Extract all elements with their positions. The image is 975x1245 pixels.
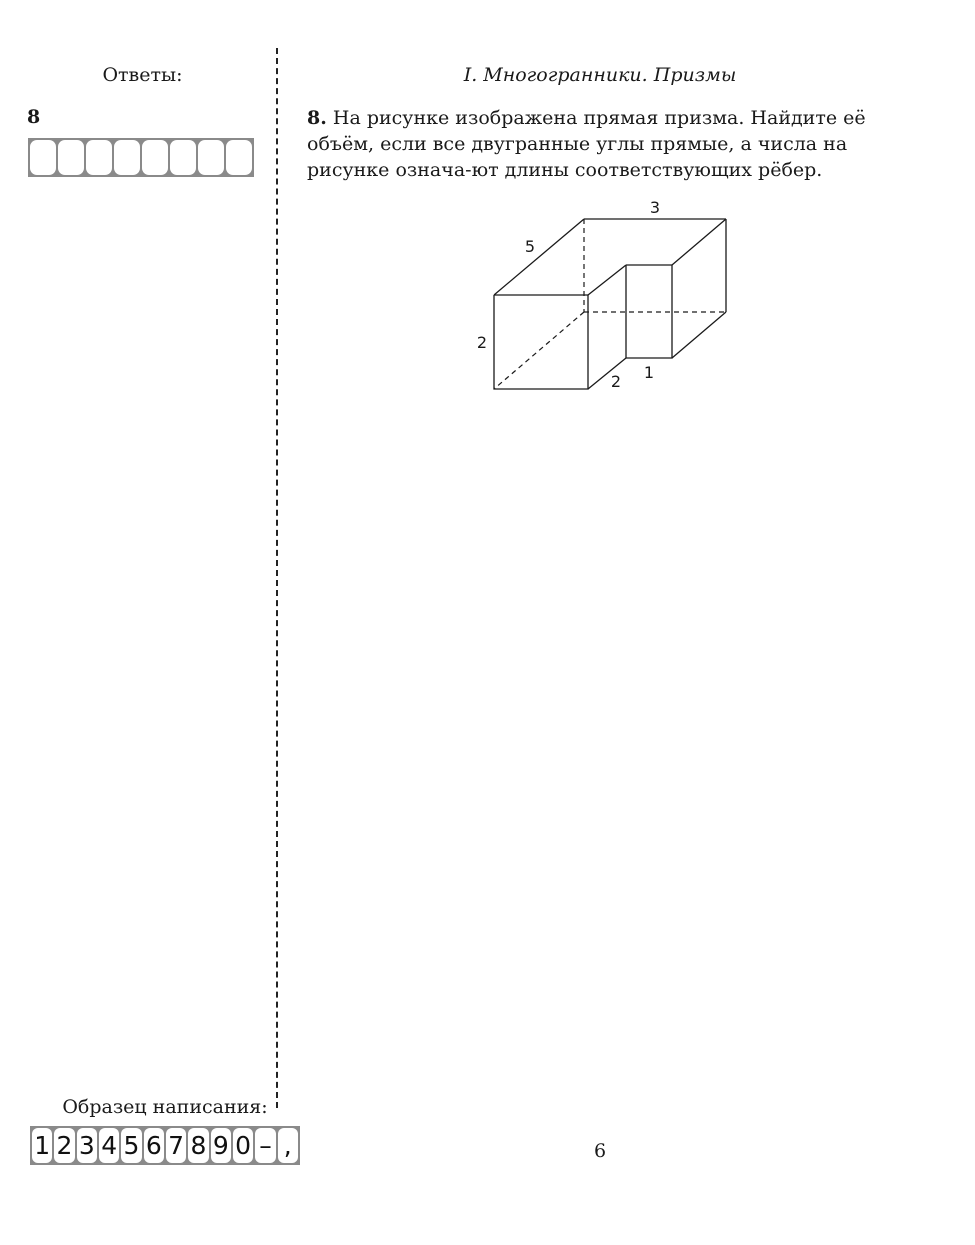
answer-cell[interactable] <box>226 140 252 175</box>
answer-cell[interactable] <box>142 140 168 175</box>
answer-cell[interactable] <box>114 140 140 175</box>
sample-char: 5 <box>121 1128 141 1163</box>
answers-title: Ответы: <box>102 64 183 86</box>
answer-cell[interactable] <box>86 140 112 175</box>
answer-task-number: 8 <box>27 106 41 128</box>
cut-line-divider <box>276 48 278 1108</box>
sample-char: 9 <box>211 1128 231 1163</box>
sample-char: 3 <box>77 1128 97 1163</box>
prism-figure <box>460 190 760 405</box>
label-notch-depth-edge: 2 <box>610 372 622 391</box>
answer-cell[interactable] <box>170 140 196 175</box>
answer-input-cells[interactable] <box>28 138 254 177</box>
section-title: I. Многогранники. Призмы <box>463 64 737 86</box>
problem-number: 8. <box>307 107 327 129</box>
sample-char: – <box>255 1128 275 1163</box>
sample-char: 1 <box>32 1128 52 1163</box>
sample-char: 6 <box>144 1128 164 1163</box>
sample-char: 0 <box>233 1128 253 1163</box>
answer-cell[interactable] <box>198 140 224 175</box>
answer-cell[interactable] <box>30 140 56 175</box>
sample-char: 8 <box>188 1128 208 1163</box>
label-depth-edge: 5 <box>524 237 536 256</box>
page-number: 6 <box>593 1140 607 1162</box>
prism-drawing <box>460 190 760 405</box>
sample-char: , <box>278 1128 298 1163</box>
sample-char: 7 <box>166 1128 186 1163</box>
label-top-edge: 3 <box>649 198 661 217</box>
problem-statement <box>307 105 907 183</box>
sample-char: 2 <box>54 1128 74 1163</box>
label-notch-width-edge: 1 <box>643 363 655 382</box>
label-height-edge: 2 <box>476 333 488 352</box>
answer-cell[interactable] <box>58 140 84 175</box>
front-left-face <box>494 295 588 389</box>
sample-characters <box>30 1126 300 1165</box>
sample-label: Образец написания: <box>62 1096 268 1118</box>
problem-text: На рисунке изображена прямая призма. Найдите её объём, если все двугранные углы прямые, а числа на рисунке означа-ют длины соответствующих рёбер. <box>307 107 866 181</box>
sample-char: 4 <box>99 1128 119 1163</box>
